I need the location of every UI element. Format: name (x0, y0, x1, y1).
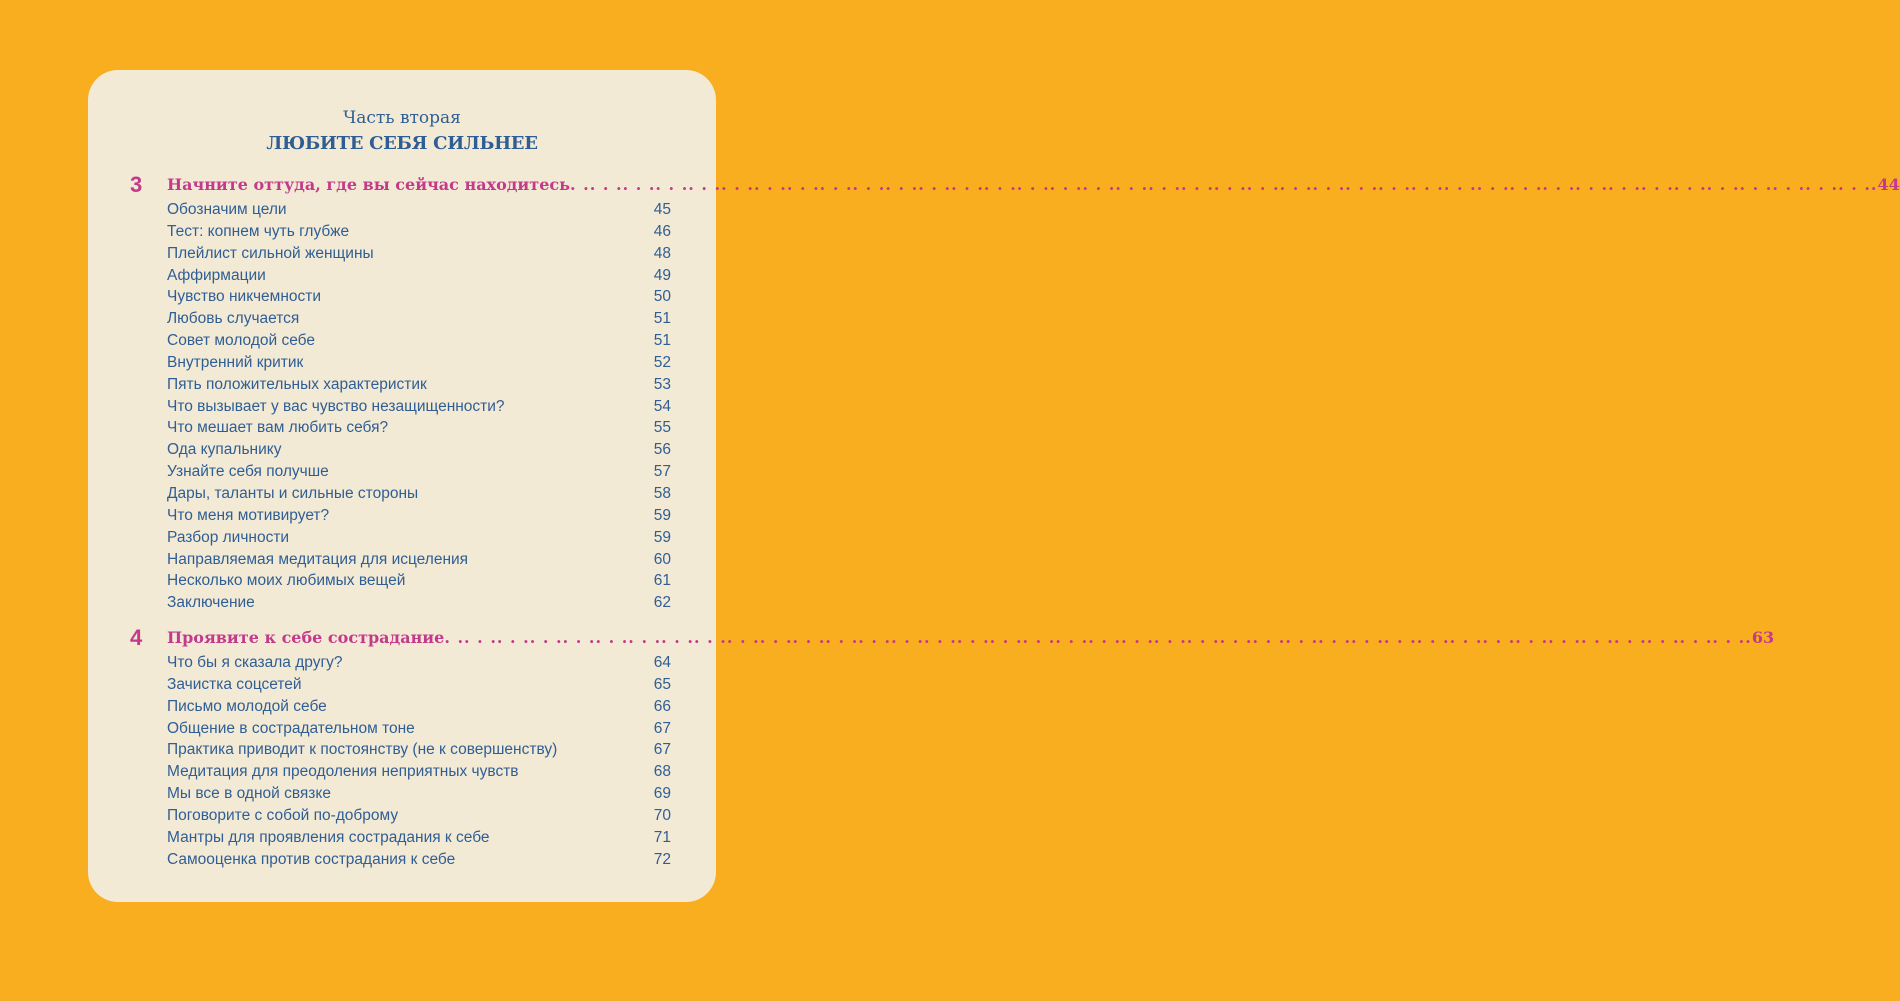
toc-entry[interactable] (88, 352, 716, 374)
toc-entry[interactable] (88, 739, 716, 761)
entry-page: 54 (653, 397, 671, 415)
chapter-title-line[interactable] (167, 625, 1775, 651)
entry-page: 49 (653, 266, 671, 284)
entry-title: Зачистка соцсетей (167, 675, 302, 693)
entry-title: Аффирмации (167, 266, 266, 284)
entry-title: Заключение (167, 594, 255, 612)
entry-page: 64 (653, 654, 671, 671)
entry-title: Что меня мотивирует? (167, 506, 330, 524)
toc-entry[interactable] (88, 827, 716, 849)
chapter-page: 63 (1751, 628, 1775, 647)
toc-entry[interactable] (88, 265, 716, 287)
toc-entry[interactable] (88, 374, 716, 396)
entry-page: 62 (653, 594, 671, 612)
entry-page: 65 (653, 675, 671, 693)
chapter-title: Проявите к себе сострадание (167, 628, 445, 647)
toc-entry[interactable] (88, 592, 716, 614)
dot-leader: . .. . .. . .. . .. . .. . .. . .. . .. . .. . .. . .. . .. . .. . .. . .. . .. . .. . .. . .. . .. . .. . .. . .. . .. . .. . .. . .. . .. . .. . .. . .. . .. . .. . .. . .. . .. . .. . .. . .. . .. (444, 628, 1752, 647)
entry-page: 45 (653, 201, 671, 218)
entry-title: Мы все в одной связке (167, 785, 331, 803)
entry-title: Тест: копнем чуть глубже (167, 222, 350, 240)
section-list (88, 652, 716, 870)
entry-page: 70 (653, 806, 671, 824)
toc-entry[interactable] (88, 849, 716, 871)
entry-page: 56 (653, 441, 671, 459)
toc-entry[interactable] (88, 439, 716, 461)
toc-entry[interactable] (88, 396, 716, 418)
entry-page: 60 (653, 550, 671, 568)
toc-entry[interactable] (88, 221, 716, 243)
entry-title: Практика приводит к постоянству (не к совершенству) (167, 741, 558, 759)
entry-page: 48 (653, 244, 671, 262)
entry-title: Мантры для проявления сострадания к себе (167, 828, 490, 846)
entry-title: Обозначим цели (167, 201, 287, 218)
toc-entry[interactable] (88, 805, 716, 827)
toc-entry[interactable] (88, 199, 716, 221)
entry-page: 72 (653, 850, 671, 868)
entry-page: 51 (653, 310, 671, 328)
entry-title: Медитация для преодоления неприятных чувств (167, 763, 519, 781)
entry-title: Дары, таланты и сильные стороны (167, 484, 419, 502)
entry-page: 59 (653, 528, 671, 546)
entry-title: Несколько моих любимых вещей (167, 572, 406, 590)
entry-page: 59 (653, 506, 671, 524)
entry-page: 50 (653, 288, 671, 306)
toc-entry[interactable] (88, 674, 716, 696)
entry-title: Что бы я сказала другу? (167, 654, 343, 671)
toc-entry[interactable] (88, 417, 716, 439)
entry-title: Письмо молодой себе (167, 697, 327, 715)
entry-title: Направляемая медитация для исцеления (167, 550, 469, 568)
part-title: ЛЮБИТЕ СЕБЯ СИЛЬНЕЕ (266, 133, 538, 154)
entry-title: Любовь случается (167, 310, 300, 328)
chapter-number: 3 (130, 172, 143, 197)
entry-page: 55 (653, 419, 671, 437)
entry-title: Самооценка против сострадания к себе (167, 850, 456, 868)
entry-title: Что вызывает у вас чувство незащищенности? (167, 397, 505, 415)
entry-page: 53 (653, 375, 671, 393)
toc-entry[interactable] (88, 652, 716, 674)
entry-title: Поговорите с собой по-доброму (167, 806, 399, 824)
chapter-title-line[interactable] (167, 172, 1900, 198)
entry-page: 69 (653, 785, 671, 803)
chapter-heading[interactable] (88, 172, 1900, 198)
toc-entry[interactable] (88, 505, 716, 527)
entry-page: 67 (653, 741, 671, 759)
toc-entry[interactable] (88, 783, 716, 805)
entry-title: Внутренний критик (167, 353, 304, 371)
toc-entry[interactable] (88, 286, 716, 308)
chapter-page: 44 (1877, 175, 1900, 194)
toc-entry[interactable] (88, 483, 716, 505)
toc-entry[interactable] (88, 718, 716, 740)
entry-page: 67 (653, 719, 671, 737)
entry-page: 71 (653, 828, 671, 846)
chapter-4 (88, 625, 1775, 870)
entry-page: 68 (653, 763, 671, 781)
dot-leader: . .. . .. . .. . .. . .. . .. . .. . .. . .. . .. . .. . .. . .. . .. . .. . .. . .. . .. . .. . .. . .. . .. . .. . .. . .. . .. . .. . .. . .. . .. . .. . .. . .. . .. . .. . .. . .. . .. . .. . .. (570, 175, 1878, 194)
entry-title: Совет молодой себе (167, 332, 315, 350)
toc-entry[interactable] (88, 461, 716, 483)
entry-page: 51 (653, 332, 671, 350)
toc-entry[interactable] (88, 761, 716, 783)
entry-title: Ода купальнику (167, 441, 282, 459)
entry-page: 58 (653, 484, 671, 502)
chapter-heading[interactable] (88, 625, 1775, 651)
section-list (88, 199, 716, 614)
toc-entry[interactable] (88, 570, 716, 592)
toc-entry[interactable] (88, 696, 716, 718)
entry-title: Разбор личности (167, 528, 290, 546)
toc-entry[interactable] (88, 308, 716, 330)
entry-page: 57 (653, 463, 671, 481)
toc-entry[interactable] (88, 549, 716, 571)
chapter-3 (88, 172, 1900, 614)
entry-page: 52 (653, 353, 671, 371)
entry-title: Что мешает вам любить себя? (167, 419, 389, 437)
toc-entry[interactable] (88, 527, 716, 549)
entry-page: 46 (653, 222, 671, 240)
entry-title: Узнайте себя получше (167, 463, 329, 481)
entry-page: 66 (653, 697, 671, 715)
entry-page: 61 (653, 572, 671, 590)
toc-entry[interactable] (88, 243, 716, 265)
chapter-title: Начните оттуда, где вы сейчас находитесь (167, 175, 570, 194)
chapter-number: 4 (130, 625, 143, 650)
toc-page (88, 70, 1900, 902)
entry-title: Чувство никчемности (167, 288, 322, 306)
toc-entry[interactable] (88, 330, 716, 352)
entry-title: Плейлист сильной женщины (167, 244, 374, 262)
part-label: Часть вторая (343, 108, 461, 128)
entry-title: Пять положительных характеристик (167, 375, 427, 393)
entry-title: Общение в сострадательном тоне (167, 719, 415, 737)
